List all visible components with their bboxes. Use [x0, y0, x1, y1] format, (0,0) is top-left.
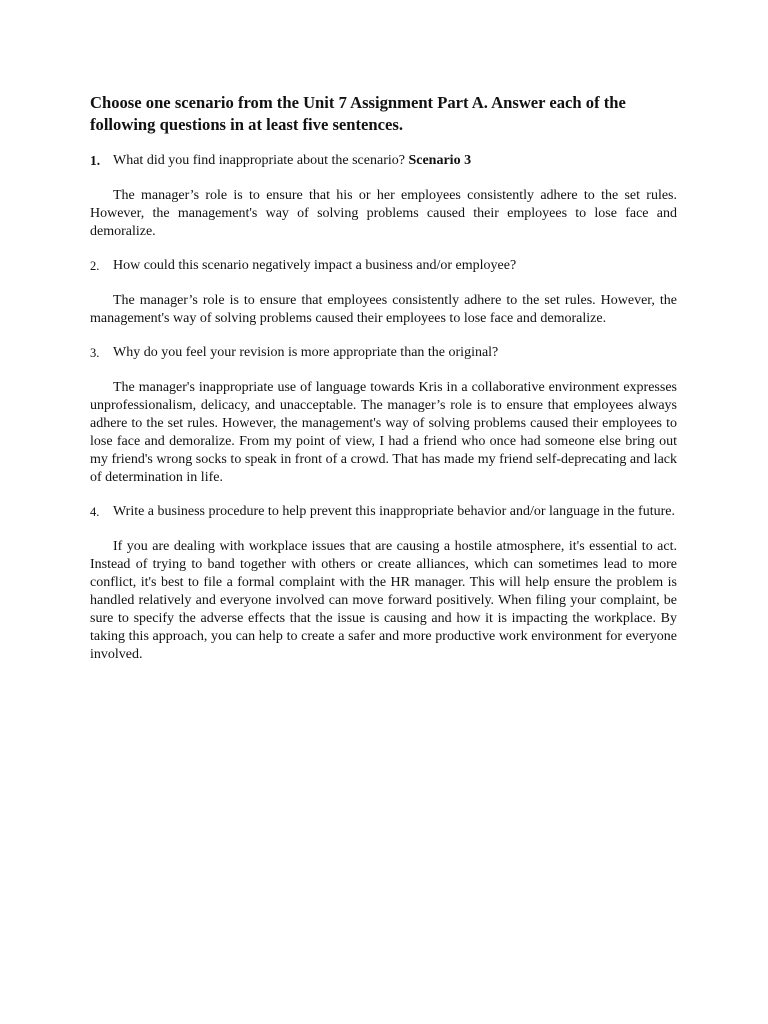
- question-2: [90, 257, 677, 275]
- scenario-label: Scenario 3: [408, 153, 472, 168]
- answer-1: The manager’s role is to ensure that his or her employees consistently adhere to the set rules. However, the management's way of solving problems caused their employees to lose face and demoralize.: [90, 188, 677, 239]
- question-text: [113, 152, 677, 170]
- question-4: [90, 503, 677, 521]
- answer-4: If you are dealing with workplace issues that are causing a hostile atmosphere, it's essential to act. Instead of trying to band together with others or create alliances, which can sometimes lead to more conflict, it's best to file a formal complaint with the HR manager. This will help ensure the problem is handled relatively and everyone involved can move forward positively. When filing your complaint, be sure to specify the adverse effects that the issue is causing and how it is impacting the workplace. By taking this approach, you can help to create a safer and more productive work environment for everyone involved.: [90, 539, 677, 662]
- question-number: 2.: [90, 259, 100, 273]
- assignment-heading: Choose one scenario from the Unit 7 Assignment Part A. Answer each of the following questions in at least five sentences.: [90, 93, 626, 134]
- question-3: [90, 344, 677, 362]
- question-text: Write a business procedure to help prevent this inappropriate behavior and/or language in the future.: [113, 504, 675, 519]
- question-text: Why do you feel your revision is more appropriate than the original?: [113, 345, 499, 360]
- answer-2: The manager’s role is to ensure that employees consistently adhere to the set rules. However, the management's way of solving problems caused their employees to lose face and demoralize.: [90, 293, 677, 326]
- question-number: 1.: [90, 153, 101, 168]
- question-number: 3.: [90, 346, 100, 360]
- question-number: 4.: [90, 505, 100, 519]
- answer-3: The manager's inappropriate use of language towards Kris in a collaborative environment expresses unprofessionalism, delicacy, and unacceptable. The manager’s role is to ensure that employees always adhere to the set rules. However, the management's way of solving problems caused their employees to lose face and demoralize. From my point of view, I had a friend who once had someone else bring out my friend's wrong socks to speak in front of a crowd. That has made my friend self-deprecating and lack of determination in life.: [90, 380, 677, 485]
- document-page: [90, 92, 677, 664]
- question-text: How could this scenario negatively impact a business and/or employee?: [113, 258, 517, 273]
- question-1: [90, 152, 677, 170]
- question-prompt: What did you find inappropriate about the scenario?: [113, 153, 409, 168]
